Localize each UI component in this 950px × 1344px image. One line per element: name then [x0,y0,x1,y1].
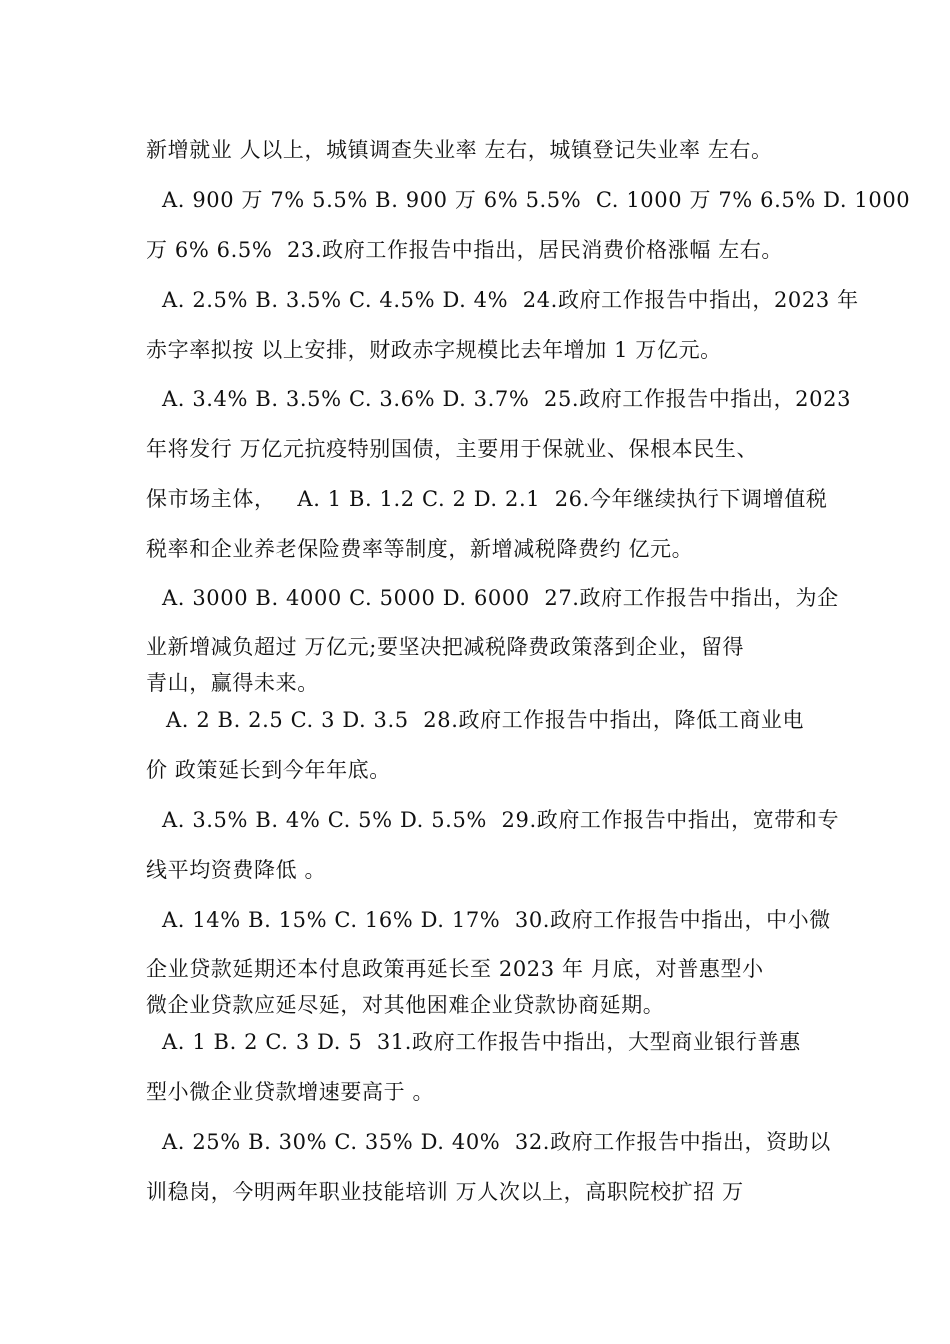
text-line: A. 14% B. 15% C. 16% D. 17% 30.政府工作报告中指出，中小微 [162,908,831,932]
text-line: A. 900 万 7% 5.5% B. 900 万 6% 5.5% C. 1000 万 7% 6.5% D. 1000 [162,188,911,212]
text-line: 微企业贷款应延尽延，对其他困难企业贷款协商延期。 [146,993,665,1017]
text-line: 价 政策延长到今年年底。 [146,758,391,782]
text-line: 线平均资费降低 。 [146,858,327,882]
text-line: 保市场主体， A. 1 B. 1.2 C. 2 D. 2.1 26.今年继续执行下调增值税 [146,487,828,511]
text-line: 业新增减负超过 万亿元;要坚决把减税降费政策落到企业，留得 [146,635,745,659]
text-line: 万 6% 6.5% 23.政府工作报告中指出，居民消费价格涨幅 左右。 [146,238,784,262]
text-line: 年将发行 万亿元抗疫特别国债，主要用于保就业、保根本民生、 [146,437,759,461]
text-line: 赤字率拟按 以上安排，财政赤字规模比去年增加 1 万亿元。 [146,338,722,362]
text-line: A. 2 B. 2.5 C. 3 D. 3.5 28.政府工作报告中指出，降低工商业电 [166,708,805,732]
text-line: A. 2.5% B. 3.5% C. 4.5% D. 4% 24.政府工作报告中指出，2023 年 [162,288,859,312]
text-line: 青山，赢得未来。 [146,671,319,695]
text-line: 税率和企业养老保险费率等制度，新增减税降费约 亿元。 [146,537,694,561]
text-line: 新增就业 人以上，城镇调查失业率 左右，城镇登记失业率 左右。 [146,138,773,162]
text-line: A. 25% B. 30% C. 35% D. 40% 32.政府工作报告中指出，资助以 [162,1130,831,1154]
text-line: 企业贷款延期还本付息政策再延长至 2023 年 月底，对普惠型小 [146,957,764,981]
text-line: A. 3.4% B. 3.5% C. 3.6% D. 3.7% 25.政府工作报告中指出，2023 [162,387,852,411]
text-line: 训稳岗，今明两年职业技能培训 万人次以上，高职院校扩招 万 [146,1180,744,1204]
text-line: A. 1 B. 2 C. 3 D. 5 31.政府工作报告中指出，大型商业银行普惠 [162,1030,801,1054]
text-line: A. 3000 B. 4000 C. 5000 D. 6000 27.政府工作报告中指出，为企 [162,586,839,610]
text-line: A. 3.5% B. 4% C. 5% D. 5.5% 29.政府工作报告中指出，宽带和专 [162,808,840,832]
text-line: 型小微企业贷款增速要高于 。 [146,1080,435,1104]
